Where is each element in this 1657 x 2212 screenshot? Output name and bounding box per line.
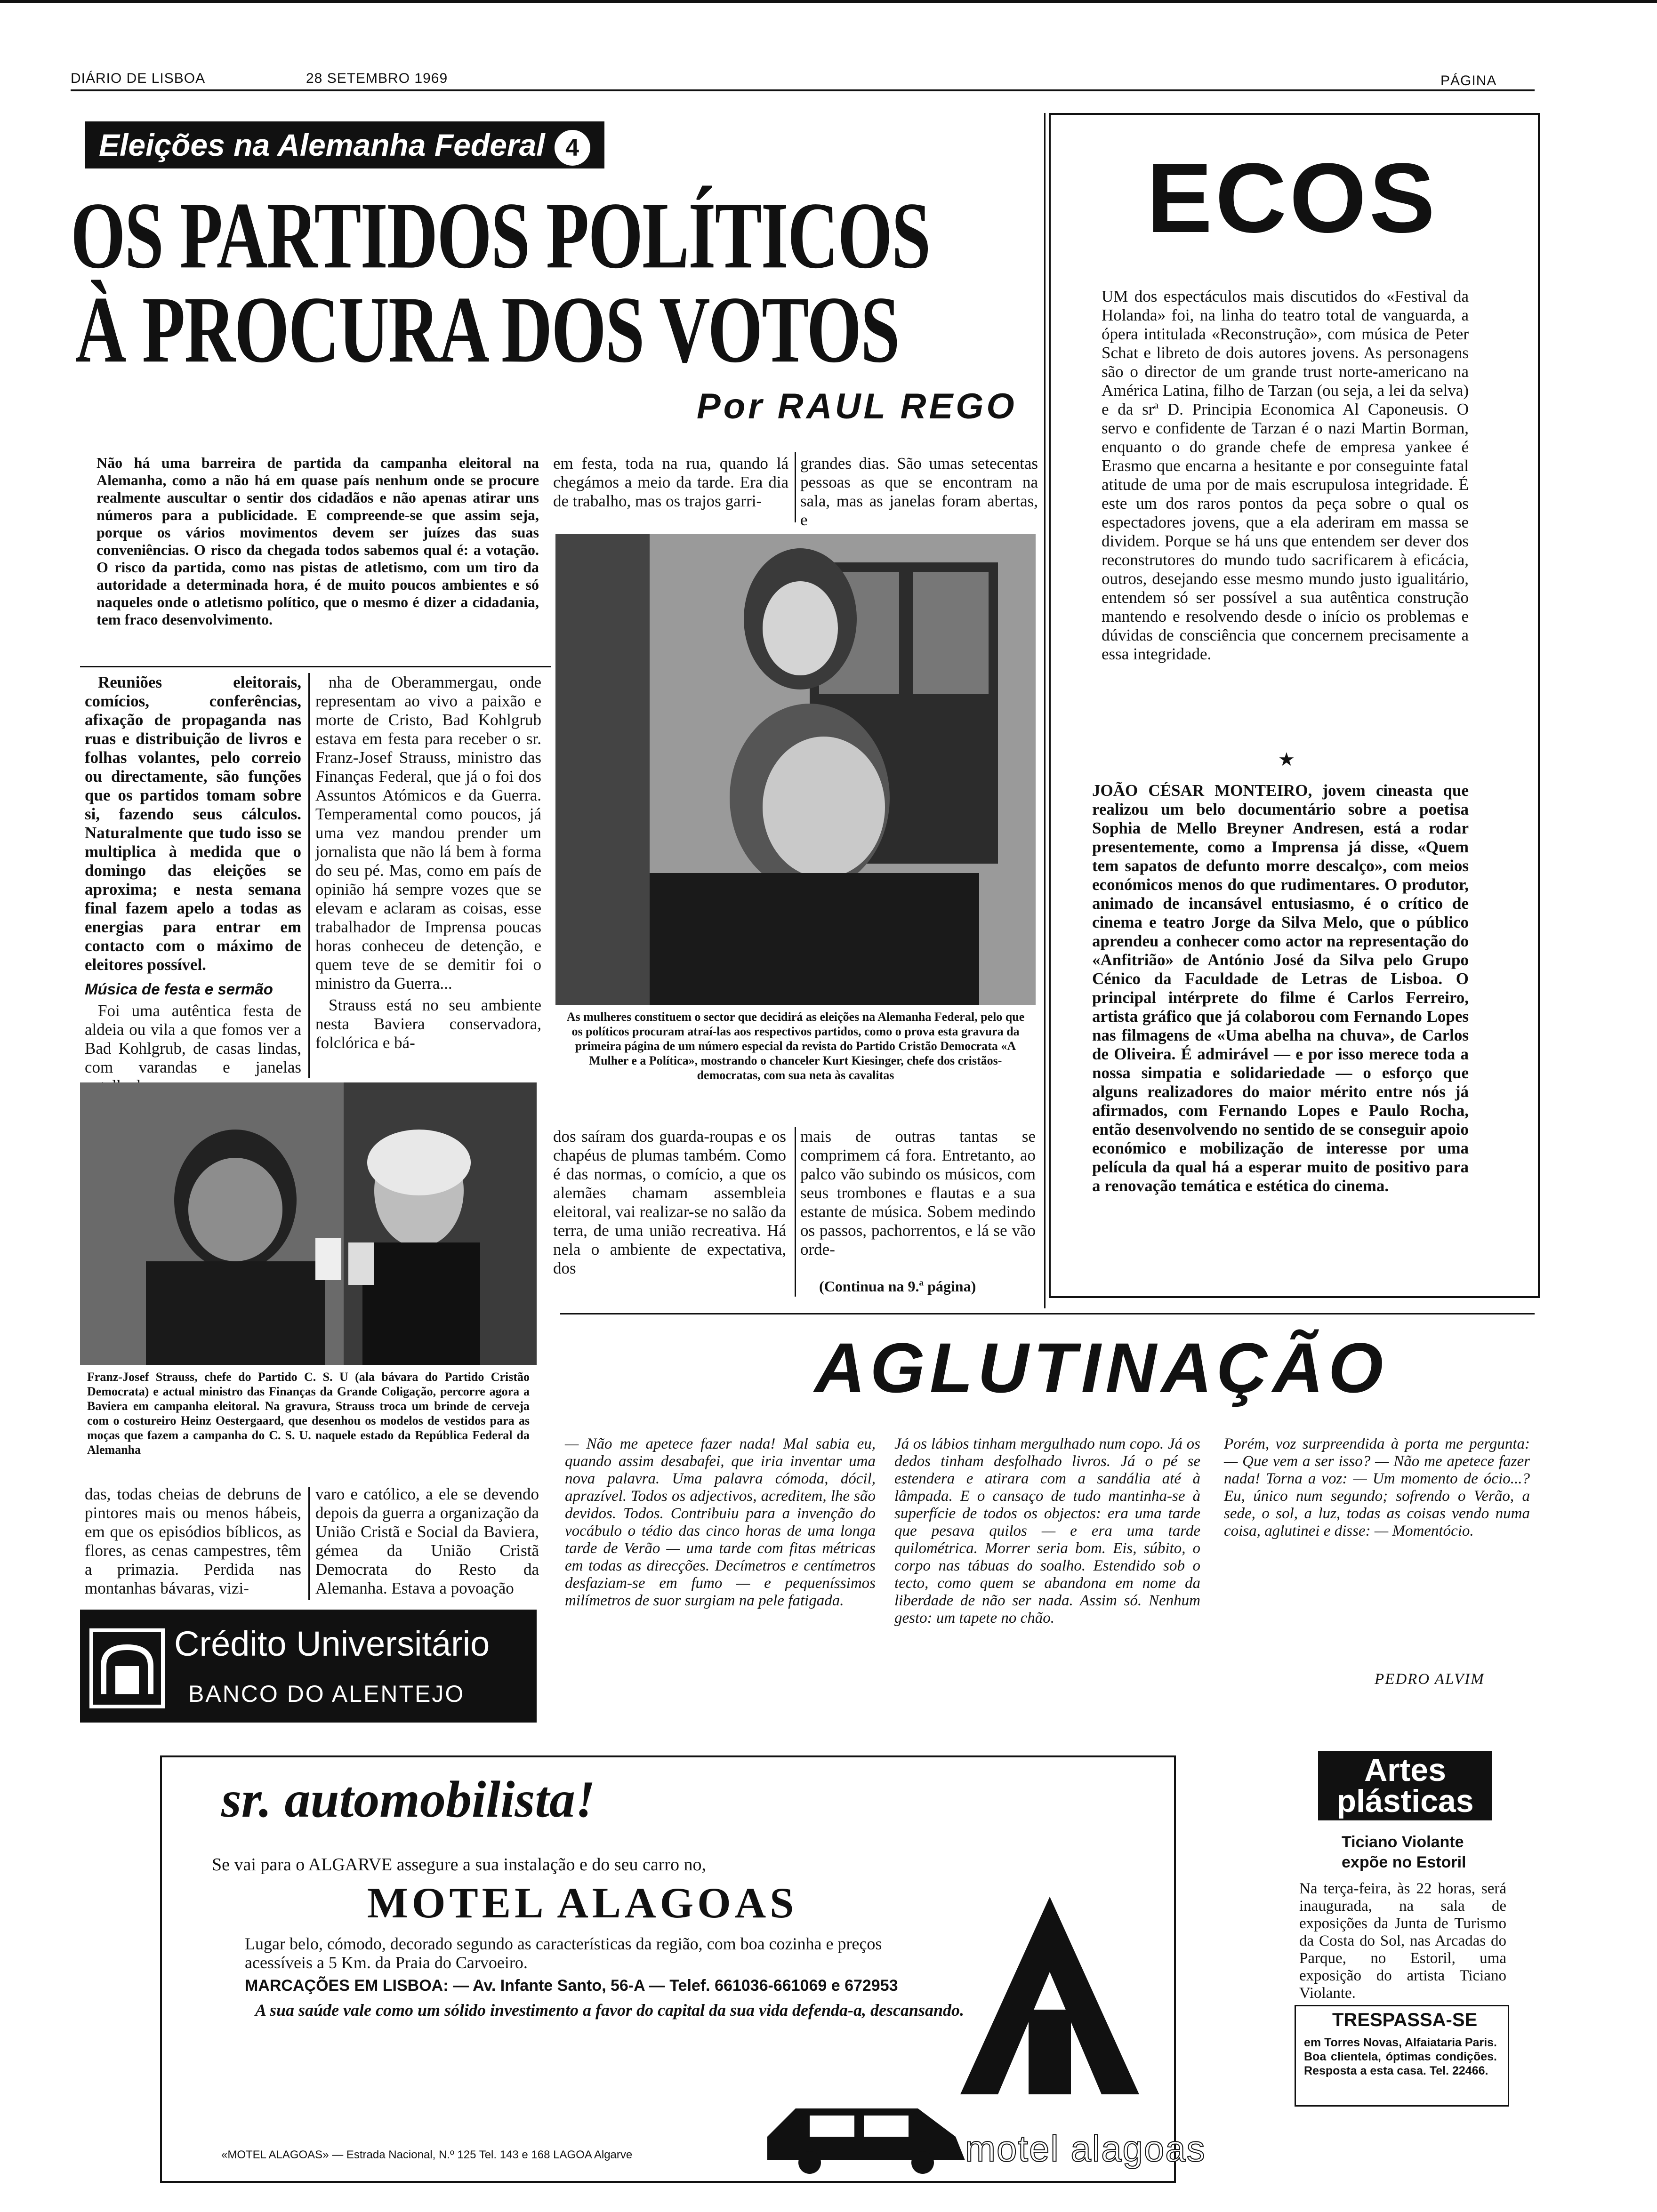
strauss-toast-photo [80,1082,537,1365]
motel-ad-address: «MOTEL ALAGOAS» — Estrada Nacional, N.º 125 Tel. 143 e 168 LAGOA Algarve [221,2148,633,2161]
aglutinacao-col1: — Não me apetece fazer nada! Mal sabia eu, quando assim desabafei, que iria inventar uma nova palavra. Uma palavra cómoda, dócil, aprazível. Todos os adjectivos, acreditem, lhe são devidos. Todos. Contribuiu para a invenção do vocábulo o tédio das cinco horas de uma longa tarde de Verão — uma tarde com fitas métricas em todas as direcções. Decímetros e centímetros desfaziam-se em fumo — e pequeníssimos milímetros de suor surgiam na pele fatigada. [565,1435,876,1609]
col-divider-mid [795,1127,796,1297]
page-label: PÁGINA [1440,73,1497,88]
aglutinacao-top-rule [560,1313,1535,1314]
strauss-photo-caption: Franz-Josef Strauss, chefe do Partido C. S. U (ala bávara do Partido Cristão Democrata) e actual ministro das Finanças da Grande Coligação, percorre agora a Baviera em campanha eleitoral. Na gravura, Strauss troca um brinde de cerveja com o costureiro Heinz Oestergaard, que desenhou os modelos de vestidos para as moças que fazem a campanha do C. S. U. naquele estado da República Federal da Alemanha [87,1370,530,1457]
artes-plasticas-heading [1318,1751,1492,1820]
header-rule [71,89,1535,91]
part-number-badge: 4 [555,130,590,166]
byline: Por RAUL REGO [697,386,1017,426]
credito-universitario-ad [80,1610,537,1723]
ecos-separator-star: ★ [1278,749,1295,770]
photo-illustration [80,1082,537,1365]
motel-ad-title: sr. automobilista! [221,1771,595,1828]
section-kicker [85,121,604,168]
col-divider-bottom [308,1487,310,1600]
motel-ad-name: MOTEL ALAGOAS [367,1879,798,1927]
trespassa-body: em Torres Novas, Alfaiataria Paris. Boa clientela, óptimas condições. Resposta a esta casa. Tel. 22466. [1304,2036,1497,2077]
continued-note: (Continua na 9.ª página) [819,1278,976,1295]
article-lede: Não há uma barreira de partida da campanha eleitoral na Alemanha, como a não há em quase país nenhum onde se procure realmente auscultar o sentir dos cidadãos e não apenas atirar uns números para a publicidade. E compreende-se que assim seja, porque os vários movimentos devem ser juízes das suas conveniências. O risco da chegada todos sabemos qual é: a votação. O risco da partida, como nas pistas de atletismo, com um tiro da autoridade a determinada hora, é de muito poucos ambientes e só naqueles onde o atletismo político, que o mesmo é dizer a cidadania, tem fraco desenvolvimento. [97,454,539,628]
headline-line-2: À PROCURA DOS VOTOS [75,277,899,383]
col-divider-top [795,452,796,522]
paper-name: DIÁRIO DE LISBOA [71,71,206,86]
article-col4-bottom: mais de outras tantas se comprimem cá fora. Entretanto, ao palco vão subindo os músicos, com seus trombones e flautas e a sua estante de música. Sobem medindo os passos, pachorrentos, e lá se vão orde- [800,1127,1036,1258]
motel-ad-line3: MARCAÇÕES EM LISBOA: — Av. Infante Santo, 56-A — Telef. 661036-661069 e 672953 [245,1977,898,1995]
kicker-text: Eleições na Alemanha Federal [99,128,545,162]
top-border [0,0,1657,3]
bank-logo-icon [89,1628,165,1708]
section-divider [1044,113,1046,1308]
article-col2 [315,673,541,1055]
trespassa-title: TRESPASSA-SE [1332,2010,1478,2030]
headline-line-1: OS PARTIDOS POLÍTICOS [71,183,930,289]
artes-title-2: plásticas [1336,1783,1474,1819]
photo-illustration [555,534,1036,1005]
credit-ad-title: Crédito Universitário [174,1624,490,1663]
article-col1 [85,673,301,1082]
car-icon [763,2080,970,2174]
artes-subtitle-1: Ticiano Violante [1342,1833,1464,1851]
artes-body: Na terça-feira, às 22 horas, será inaugurada, na sala de exposições da Junta de Turismo da Costa do Sol, nas Arcadas do Parque, no Estoril, uma exposição do artista Ticiano Violante. [1299,1880,1506,2002]
aglutinacao-title: AGLUTINAÇÃO [814,1328,1388,1407]
motel-logo-icon [951,1887,1149,2104]
issue-date: 28 SETEMBRO 1969 [306,71,448,86]
section-subhead: Música de festa e sermão [85,980,273,998]
bottom-col1: das, todas cheias de debruns de pintores mais ou menos hábeis, em que os episódios bíblicos, as flores, as cenas campestres, têm a primazia. Perdida nas montanhas bávaras, vizi- [85,1485,301,1597]
lede-rule [80,666,551,667]
col2-text-a: nha de Oberammergau, onde representam ao vivo a paixão e morte de Cristo, Bad Kohlgrub estava em festa para receber o sr. Franz-Josef Strauss, ministro das Finanças Federal, que já o foi dos Assuntos Atómicos e da Guerra. Temperamental como poucos, já uma vez mandou prender um jornalista que não lá bem à forma do seu pé. Mas, como em país de opinião há sempre vozes que se elevam e aclaram as coisas, esse trabalhador de Imprensa poucas horas conheceu de detenção, e quem teve de se demitir foi o ministro da Guerra... [315,673,541,993]
col1-text-a: Reuniões eleitorais, comícios, conferências, afixação de propaganda nas ruas e distribuição de livros e folhas volantes, pelo correio ou directamente, são funções que os partidos tomam sobre si, fazendo seus cálculos. Naturalmente que tudo isso se multiplica à medida que o domingo das eleições se aproxima; e nesta semana final fazem apelo a todas as energias para entrar em contacto com o máximo de eleitores possível. [85,673,301,974]
kiesinger-granddaughter-photo [555,534,1036,1005]
motel-ad-line1: Se vai para o ALGARVE assegure a sua instalação e do seu carro no, [212,1855,707,1875]
col-divider-1 [308,673,310,1078]
article-col3-bottom: dos saíram dos guarda-roupas e os chapéus de plumas também. Como é das normas, o comício, a que os alemães chamam assembleia eleitoral, vai realizar-se no salão da terra, de uma união recreativa. Há nela o ambiente de expectativa, dos [553,1127,786,1277]
artes-title-1: Artes [1364,1752,1446,1788]
col1-text-b: Foi uma autêntica festa de aldeia ou vila a que fomos ver a Bad Kohlgrub, de casas lindas, com varandas e janelas [85,1002,301,1076]
aglutinacao-col3: Porém, voz surpreendida à porta me pergunta: — Que vem a ser isso? — Não me apetece fazer nada! Torna a voz: — Um momento de ócio...? Eu, único num segundo; sofrendo o Verão, a sede, o sol, a luz, todas as coisas vendo numa coisa, aglutinei e disse: — Momentócio. [1224,1435,1530,1539]
ecos-item-1: UM dos espectáculos mais discutidos do «Festival da Holanda» foi, na linha do teatro total de vanguarda, a ópera intitulada «Reconstrução», com música de Peter Schat e libreto de dois autores jovens. As personagens são o director de um grande trust norte-americano na América Latina, filho de Tarzan (ou seja, a lei da selva) e da srª D. Principia Economica Al Caponeusis. O servo e confidente de Tarzan é o nazi Martin Borman, enquanto o do grande chefe de empresa yankee é Erasmo que encarna a hesitante e por conseguinte fatal atitude de uma por de mais escrupulosa integridade. É este um dos raros pontos da peça sobre o qual os espectadores jovens, que a ela aderiram em massa se dividem. Porque se há uns que entendem ser dever dos reconstrutores do mundo tudo sacrificarem à eficácia, outros, desejando esse mesmo mundo justo igualitário, entendem só ser possível a sua autêntica construção mantendo e resolvendo desde o início os problemas e dúvidas de consciência que concernem precisamente a essa integridade. [1102,287,1469,663]
aglutinacao-author: PEDRO ALVIM [1375,1671,1485,1688]
artes-subtitle-2: expõe no Estoril [1342,1853,1466,1871]
aglutinacao-col2: Já os lábios tinham mergulhado num copo. Já os dedos tinham desfolhado livros. Já o pé se estendera e atirara com a sandália até à lâmpada. E o cansaço de tudo mantinha-se à superfície de todos os objectos: era uma tarde que pesava quilos — e era uma tarde quilométrica. Morrer seria bom. Eis, súbito, o corpo nas tábuas do soalho. Estendido sob o tecto, como quem se abandona em nome da liberdade de não ser nada. Assim só. Nenhum gesto: um tapete no chão. [894,1435,1200,1627]
ecos-title: ECOS [1146,143,1438,253]
kiesinger-photo-caption: As mulheres constituem o sector que decidirá as eleições na Alemanha Federal, pelo que os políticos procuram atraí-las aos respectivos partidos, como o prova esta gravura da primeira página de um número especial da revista do Partido Cristão Democrata «A Mulher e a Política», mostrando o chanceler Kurt Kiesinger, chefe dos cristãos-democratas, com sua neta às cavalitas [566,1010,1025,1082]
article-col3-top: em festa, toda na rua, quando lá chegámos a meio da tarde. Era dia de trabalho, mas os trajos garri- [553,454,788,510]
motel-logo-text: motel alagoas [965,2128,1206,2169]
motel-ad-line4: A sua saúde vale como um sólido investimento a favor do capital da sua vida defenda-a, descansando. [255,2001,964,2020]
col2-text-b: Strauss está no seu ambiente nesta Baviera conservadora, folclórica e bá- [315,996,541,1052]
article-col4-top: grandes dias. São umas setecentas pessoas as que se encontram na sala, mas as janelas foram abertas, e [800,454,1038,529]
ecos-item-2: JOÃO CÉSAR MONTEIRO, jovem cineasta que realizou um belo documentário sobre a poetisa Sophia de Mello Breyner Andresen, está a rodar presentemente, como a Imprensa já disse, «Quem tem sapatos de defunto morre descalço», com meios económicos menos do que rudimentares. O produtor, animado de incansável entusiasmo, é o crítico de cinema e teatro Jorge da Silva Melo, que o público aprendeu a conhecer como actor na representação do «Anfitrião» de António José da Silva pelo Grupo Cénico da Faculdade de Letras de Lisboa. O principal intérprete do filme é Carlos Ferreiro, artista gráfico que já colaborou com Fernando Lopes nas filmagens de «Uma abelha na chuva», de Carlos de Oliveira. É admirável — e por isso merece toda a nossa simpatia e solidariedade — o esforço que alguns realizadores do maior mérito entre nós já afirmados, com Fernando Lopes e Paulo Rocha, então desenvolvendo no sentido de se conseguir apoio económico e mobilização de interesse por uma película da qual há a esperar muito de positivo para a renovação temática e estética do cinema. [1092,781,1469,1195]
motel-ad-line2: Lugar belo, cómodo, decorado segundo as características da região, com boa cozinha e preços acessíveis a 5 Km. da Praia do Carvoeiro. [245,1934,882,1972]
bottom-col2: varo e católico, a ele se devendo depois da guerra a organização da União Cristã e Social da Baviera, gémea da União Cristã Democrata do Resto da Alemanha. Estava a povoação [315,1485,539,1597]
credit-ad-bank: BANCO DO ALENTEJO [188,1681,465,1707]
